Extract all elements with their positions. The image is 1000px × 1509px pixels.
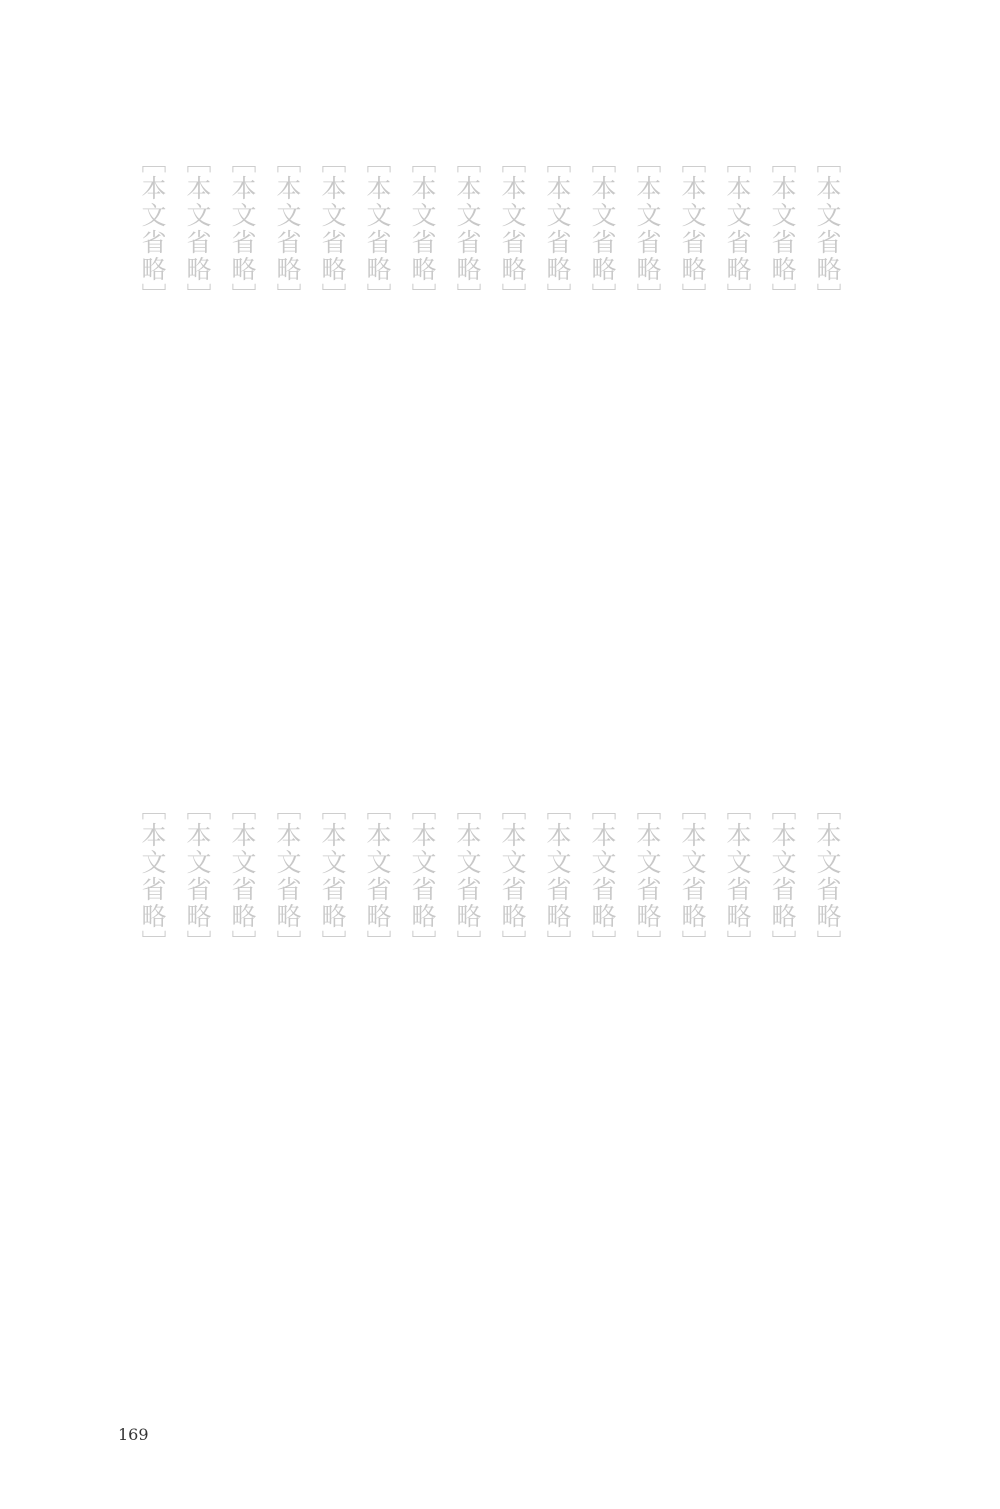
text-column: ［本文省略］ <box>318 148 347 310</box>
text-column: ［本文省略］ <box>408 148 437 310</box>
text-column: ［本文省略］ <box>183 795 212 957</box>
text-column: ［本文省略］ <box>363 795 392 957</box>
text-column: ［本文省略］ <box>723 795 752 957</box>
text-column: ［本文省略］ <box>363 148 392 310</box>
text-column: ［本文省略］ <box>543 148 572 310</box>
text-column: ［本文省略］ <box>498 795 527 957</box>
text-column: ［本文省略］ <box>138 148 167 310</box>
text-column: ［本文省略］ <box>453 795 482 957</box>
text-column: ［本文省略］ <box>813 148 842 310</box>
text-column: ［本文省略］ <box>453 148 482 310</box>
text-column: ［本文省略］ <box>588 148 617 310</box>
text-column: ［本文省略］ <box>408 795 437 957</box>
text-column: ［本文省略］ <box>228 148 257 310</box>
text-column: ［本文省略］ <box>228 795 257 957</box>
text-column: ［本文省略］ <box>723 148 752 310</box>
text-block-bottom <box>130 795 850 1395</box>
text-column: ［本文省略］ <box>678 795 707 957</box>
text-column: ［本文省略］ <box>633 795 662 957</box>
text-column: ［本文省略］ <box>543 795 572 957</box>
text-column: ［本文省略］ <box>633 148 662 310</box>
text-column: ［本文省略］ <box>273 795 302 957</box>
text-column: ［本文省略］ <box>318 795 347 957</box>
text-column: ［本文省略］ <box>498 148 527 310</box>
text-column: ［本文省略］ <box>813 795 842 957</box>
text-column: ［本文省略］ <box>183 148 212 310</box>
text-column: ［本文省略］ <box>588 795 617 957</box>
text-column: ［本文省略］ <box>768 795 797 957</box>
page-number: 169 <box>118 1425 149 1444</box>
text-column: ［本文省略］ <box>678 148 707 310</box>
text-column: ［本文省略］ <box>273 148 302 310</box>
text-block-top <box>130 148 850 748</box>
text-column: ［本文省略］ <box>138 795 167 957</box>
text-column: ［本文省略］ <box>768 148 797 310</box>
